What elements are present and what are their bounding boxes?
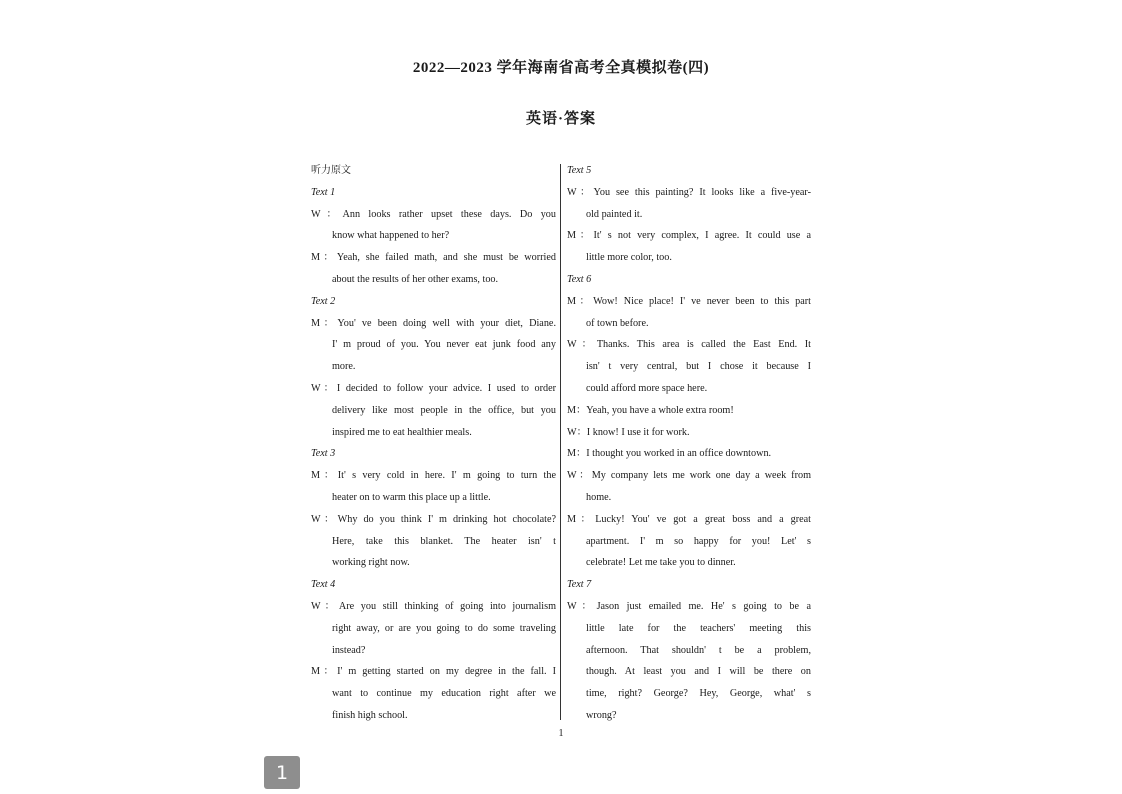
page-badge[interactable]: 1 [264, 756, 300, 789]
dialogue-line: though. At least you and I will be there on [586, 666, 811, 678]
dialogue-line: W：Jason just emailed me. He' s going to be a [567, 600, 811, 612]
dialogue-line: little more color, too. [586, 252, 672, 264]
dialogue-line: home. [586, 491, 612, 503]
dialogue-line: M：You' ve been doing well with your diet, Diane. [311, 317, 556, 329]
dialogue-line: time, right? George? Hey, George, what' s [586, 688, 811, 700]
left-column [311, 160, 556, 727]
text-label: Text 6 [567, 273, 592, 285]
dialogue-line: W：You see this painting? It looks like a five-year- [567, 186, 811, 198]
document-title: 2022—2023 学年海南省高考全真模拟卷(四) [412, 60, 710, 76]
dialogue-line: instead? [332, 644, 366, 656]
dialogue-line: little late for the teachers' meeting this [586, 622, 811, 634]
dialogue-line: want to continue my education right after we [332, 688, 556, 700]
dialogue-line: W：Are you still thinking of going into journalism [311, 600, 556, 612]
dialogue-line: M：I' m getting started on my degree in the fall. I [311, 666, 556, 678]
dialogue-line: heater on to warm this place up a little. [332, 491, 491, 503]
dialogue-line: about the results of her other exams, too. [332, 273, 499, 285]
dialogue-line: of town before. [586, 317, 649, 329]
text-label: Text 4 [311, 579, 336, 591]
document-subtitle: 英语·答案 [525, 111, 596, 127]
text-label: Text 3 [311, 448, 336, 460]
dialogue-line: M：Wow! Nice place! I' ve never been to this part [567, 295, 811, 307]
dialogue-line: M：It' s not very complex, I agree. It could use a [567, 230, 811, 242]
dialogue-line: working right now. [332, 557, 410, 569]
dialogue-line: old painted it. [586, 208, 643, 220]
dialogue-line: apartment. I' m so happy for you! Let' s [586, 535, 811, 547]
page-number: 1 [558, 728, 564, 739]
dialogue-line: W：Ann looks rather upset these days. Do you [311, 208, 556, 220]
text-label: Text 1 [311, 186, 336, 198]
dialogue-line: finish high school. [332, 709, 408, 721]
dialogue-line: wrong? [586, 709, 617, 721]
dialogue-line: W：Why do you think I' m drinking hot chocolate? [311, 513, 556, 525]
dialogue-line: W：I decided to follow your advice. I used to order [311, 382, 556, 394]
dialogue-line: M：It' s very cold in here. I' m going to turn the [311, 470, 556, 482]
dialogue-line: could afford more space here. [586, 382, 708, 394]
dialogue-line: W：My company lets me work one day a week from [567, 470, 811, 482]
dialogue-line: inspired me to eat healthier meals. [332, 426, 472, 438]
text-label: Text 5 [567, 165, 592, 176]
dialogue-line: Here, take this blanket. The heater isn' t [332, 535, 556, 547]
dialogue-line: know what happened to her? [332, 230, 450, 242]
right-column [567, 160, 811, 727]
text-label: Text 7 [567, 579, 592, 591]
dialogue-line: W：Thanks. This area is called the East End. It [567, 339, 811, 351]
dialogue-line: I' m proud of you. You never eat junk food any [332, 339, 556, 351]
dialogue-line: right away, or are you going to do some traveling [332, 622, 556, 634]
dialogue-line: isn' t very central, but I chose it because I [586, 361, 811, 373]
dialogue-line: more. [332, 361, 356, 373]
dialogue-line: celebrate! Let me take you to dinner. [586, 557, 736, 569]
text-label: Text 2 [311, 295, 336, 307]
dialogue-line: delivery like most people in the office, but you [332, 404, 556, 416]
dialogue-line: M：Lucky! You' ve got a great boss and a great [567, 513, 811, 525]
dialogue-line: M：I thought you worked in an office downtown. [567, 448, 772, 460]
section-heading: 听力原文 [311, 165, 351, 176]
dialogue-line: M：Yeah, you have a whole extra room! [567, 404, 734, 416]
dialogue-line: afternoon. That shouldn' t be a problem, [586, 644, 811, 656]
dialogue-line: W：I know! I use it for work. [567, 426, 690, 438]
column-divider [560, 164, 561, 720]
dialogue-line: M：Yeah, she failed math, and she must be worried [311, 252, 556, 264]
